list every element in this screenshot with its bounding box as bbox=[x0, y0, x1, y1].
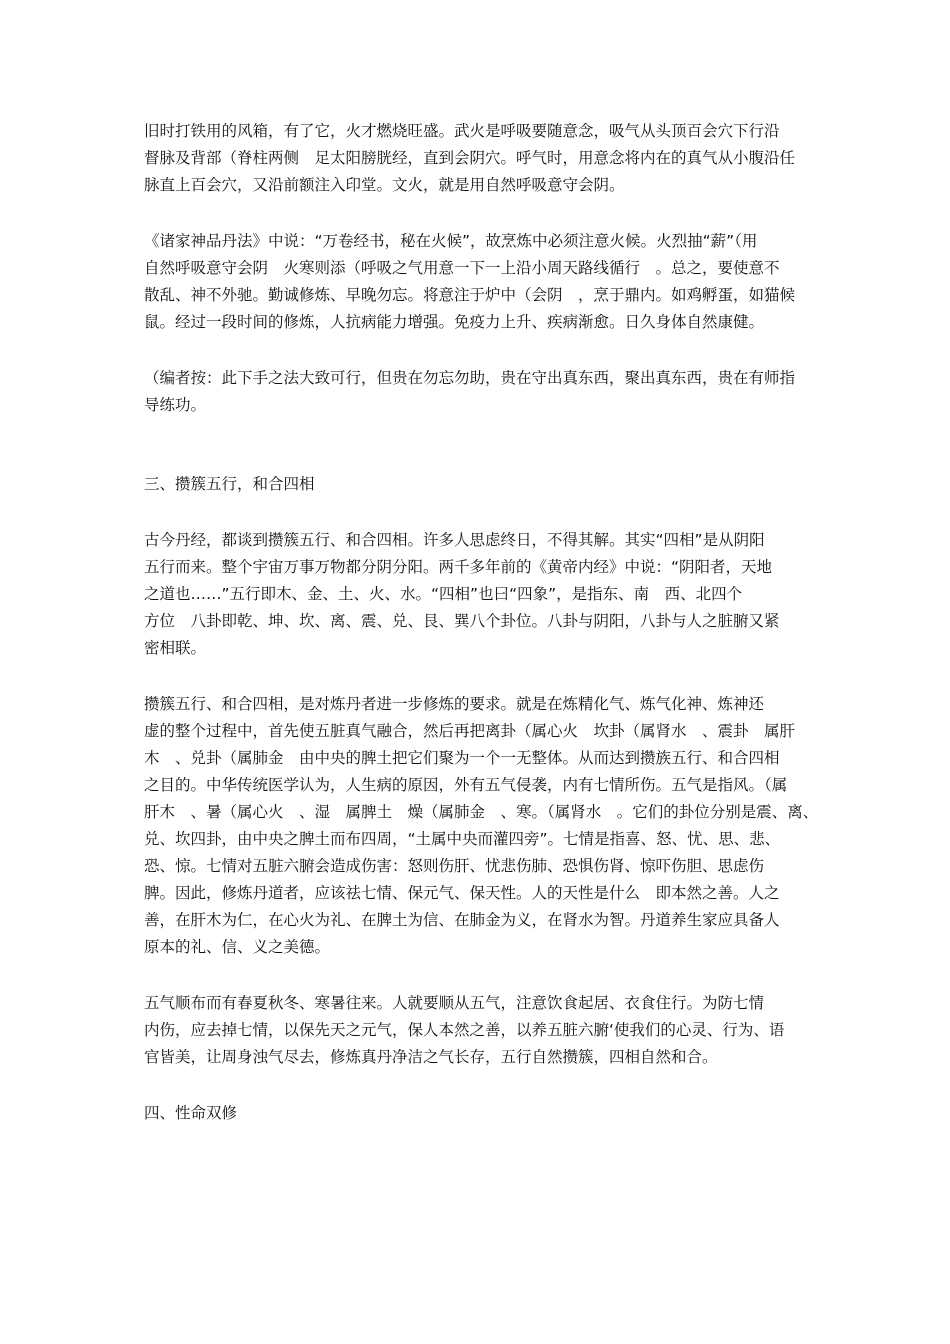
text-line: 之目的。中华传统医学认为，人生病的原因，外有五气侵袭，内有七情所伤。五气是指风。（属 bbox=[144, 776, 788, 794]
document-page bbox=[144, 118, 819, 1127]
text-line: 脉直上百会穴，又沿前额注入印堂。文火，就是用自然呼吸意守会阴。 bbox=[144, 176, 625, 194]
text-line: 之道也……”五行即木、金、土、火、水。“四相”也曰“四象”，是指东、南 西、北四个 bbox=[144, 585, 743, 603]
text-line: 督脉及背部（脊柱两侧 足太阳膀胱经，直到会阴穴。呼气时，用意念将内在的真气从小腹沿任 bbox=[144, 149, 796, 167]
text-line: 五气顺布而有春夏秋冬、寒暑往来。人就要顺从五气，注意饮食起居、衣食住行。为防七情 bbox=[144, 994, 765, 1012]
text-line: 肝木 、暑（属心火 、湿 属脾土 燥（属肺金 、寒。（属肾水 。它们的卦位分别是震、离、 bbox=[144, 803, 819, 821]
text-line: 密相联。 bbox=[144, 639, 207, 657]
paragraph-five-qi bbox=[144, 990, 812, 1071]
text-line: 导练功。 bbox=[144, 396, 207, 414]
paragraph-five-elements-practice bbox=[144, 691, 819, 961]
text-line: 自然呼吸意守会阴 火寒则添（呼吸之气用意一下一上沿小周天路线循行 。总之，要使意不 bbox=[144, 259, 780, 277]
text-line: 方位 八卦即乾、坤、坎、离、震、兑、艮、巽八个卦位。八卦与阴阳，八卦与人之脏腑又紧 bbox=[144, 612, 780, 630]
text-line: 《诸家神品丹法》中说：“万卷经书，秘在火候”，故烹炼中必须注意火候。火烈抽“薪”（用 bbox=[144, 232, 758, 250]
text-line: 木 、兑卦（属肺金 由中央的脾土把它们聚为一个一无整体。从而达到攒族五行、和合四相 bbox=[144, 749, 780, 767]
text-line: 善，在肝木为仁，在心火为礼、在脾土为信、在肺金为义，在肾水为智。丹道养生家应具备人 bbox=[144, 911, 780, 929]
section-heading-three: 三、攒簇五行，和合四相 bbox=[144, 475, 315, 493]
text-line: 内伤，应去掉七情，以保先天之元气，保人本然之善，以养五脏六腑‘使我们的心灵、行为、语 bbox=[144, 1021, 785, 1039]
text-line: 虚的整个过程中，首先使五脏真气融合，然后再把离卦（属心火 坎卦（属肾水 、震卦 属肝 bbox=[144, 722, 796, 740]
paragraph-bellows-breathing bbox=[144, 118, 812, 199]
paragraph-editor-note bbox=[144, 365, 812, 419]
text-line: 兑、坎四卦，由中央之脾土而布四周，“土属中央而灌四旁”。七情是指喜、怒、忧、思、悲、 bbox=[144, 830, 781, 848]
text-line: 脾。因此，修炼丹道者，应该祛七情、保元气、保天性。人的天性是什么 即本然之善。人之 bbox=[144, 884, 780, 902]
text-line: 原本的礼、信、义之美德。 bbox=[144, 938, 331, 956]
text-line: （编者按：此下手之法大致可行，但贵在勿忘勿助，贵在守出真东西，聚出真东西，贵在有师指 bbox=[144, 369, 796, 387]
text-line: 古今丹经，都谈到攒簇五行、和合四相。许多人思虑终日，不得其解。其实“四相”是从阴阳 bbox=[144, 531, 765, 549]
paragraph-fire-timing bbox=[144, 228, 812, 336]
paragraph-five-elements-intro bbox=[144, 527, 812, 662]
text-line: 旧时打铁用的风箱，有了它，火才燃烧旺盛。武火是呼吸要随意念，吸气从头顶百会穴下行沿 bbox=[144, 122, 780, 140]
section-heading-four: 四、性命双修 bbox=[144, 1104, 238, 1122]
text-line: 攒簇五行、和合四相，是对炼丹者进一步修炼的要求。就是在炼精化气、炼气化神、炼神还 bbox=[144, 695, 765, 713]
text-line: 官皆美，让周身浊气尽去，修炼真丹净洁之气长存，五行自然攒簇，四相自然和合。 bbox=[144, 1048, 718, 1066]
text-line: 鼠。经过一段时间的修炼，人抗病能力增强。免疫力上升、疾病渐愈。日久身体自然康健。 bbox=[144, 313, 765, 331]
text-line: 散乱、神不外驰。勤诚修炼、早晚勿忘。将意注于炉中（会阴 ，烹于鼎内。如鸡孵蛋，如猫候 bbox=[144, 286, 796, 304]
text-line: 恐、惊。七情对五脏六腑会造成伤害：怒则伤肝、忧悲伤肺、恐惧伤肾、惊吓伤胆、思虑伤 bbox=[144, 857, 765, 875]
text-line: 五行而来。整个宇宙万事万物都分阴分阳。两千多年前的《黄帝内经》中说：“阴阳者，天地 bbox=[144, 558, 773, 576]
